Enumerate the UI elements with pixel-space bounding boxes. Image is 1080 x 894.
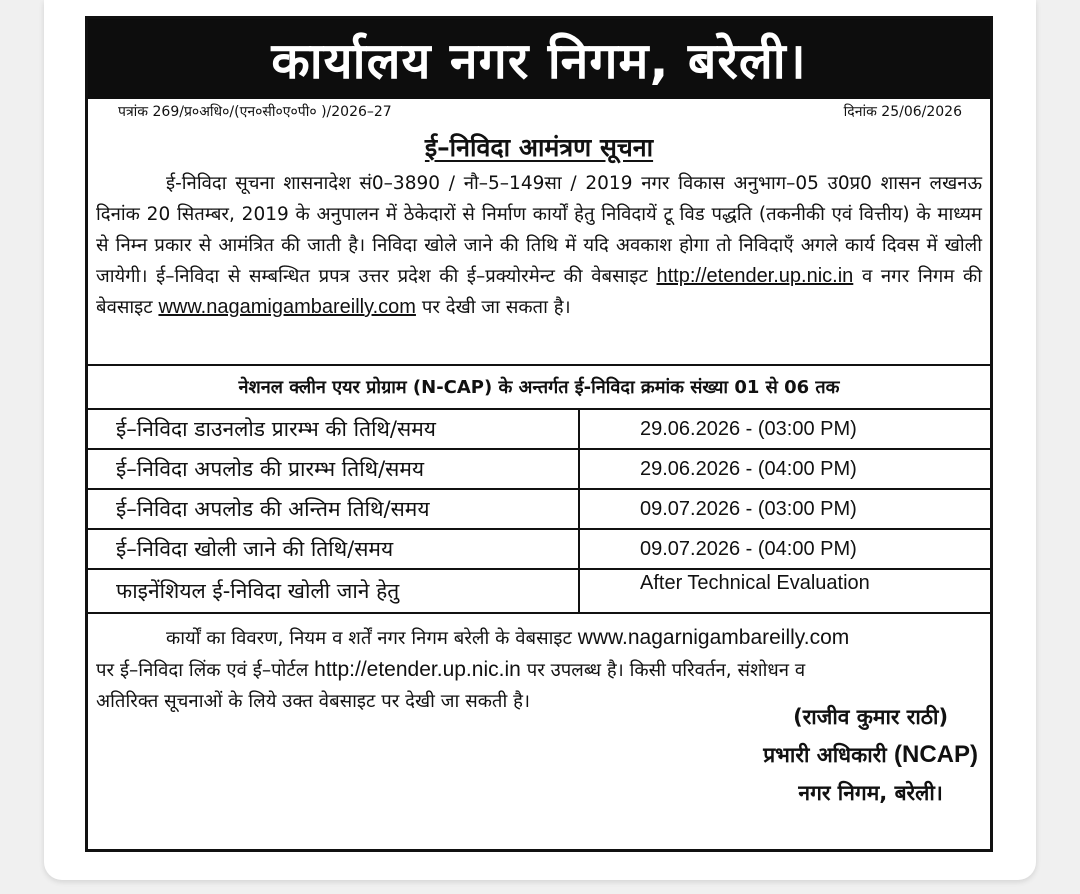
schedule-table bbox=[88, 364, 990, 614]
row-value: 09.07.2026 - (03:00 PM) bbox=[640, 497, 857, 520]
signature-block bbox=[763, 698, 978, 812]
row-label: ई–निविदा अपलोड की अन्तिम तिथि/समय bbox=[88, 490, 580, 528]
website-link[interactable]: www.nagarnigambareilly.com bbox=[577, 626, 850, 649]
notice-date: दिनांक 25/06/2026 bbox=[843, 104, 962, 120]
schedule-table-heading bbox=[88, 366, 990, 410]
footer-line-1 bbox=[96, 622, 982, 654]
etender-link[interactable]: http://etender.up.nic.in bbox=[656, 265, 854, 287]
table-row bbox=[88, 490, 990, 530]
row-value: 29.06.2026 - (04:00 PM) bbox=[640, 457, 857, 480]
footer-line-2 bbox=[96, 654, 982, 686]
row-value: 29.06.2026 - (03:00 PM) bbox=[640, 417, 857, 440]
table-row bbox=[88, 530, 990, 570]
office-title-banner bbox=[88, 19, 990, 99]
footer-text: पर उपलब्ध है। किसी परिवर्तन, संशोधन व bbox=[526, 660, 806, 681]
footer-text: अतिरिक्त सूचनाओं के लिये उक्त वेबसाइट पर देखी जा सकती है। bbox=[96, 691, 530, 712]
notice-heading bbox=[88, 130, 990, 164]
reference-number: पत्रांक 269/प्र०अधि०/(एन०सी०ए०पी० )/2026–27 bbox=[118, 104, 392, 120]
notice-paragraph bbox=[88, 164, 990, 364]
table-row bbox=[88, 570, 990, 614]
footer-text: पर ई–निविदा लिंक एवं ई–पोर्टल bbox=[96, 660, 309, 681]
designation-hindi: प्रभारी अधिकारी bbox=[763, 743, 887, 767]
nagar-nigam-link[interactable]: www.nagamigambareilly.com bbox=[158, 296, 416, 318]
designation-english: (NCAP) bbox=[894, 741, 978, 768]
signatory-designation bbox=[763, 736, 978, 774]
table-row bbox=[88, 450, 990, 490]
para-text: ई-निविदा सूचना शासनादेश सं0–3890 / नौ–5–149सा / 2019 नगर विकास अनुभाग–05 उ0प्र0 शासन लखनऊ दिनांक 20 सितम्बर, 2019 के अनुपालन में ठेकेदारों से निर्माण कार्यों हेतु निविदायें टू विड पद्धति (तकनीकी एवं वित्तीय) के माध्यम से निम्न प्रकार से आमंत्रित की जाती है। निविदा खोले जाने की तिथि में यदि अवकाश होगा तो निविदाएँ अगले कार्य दिवस में खोली जायेगी। ई–निविदा से सम्बन्धित प्रपत्र उत्तर प्रदेश की ई–प्रक्योरमेन्ट की वेबसाइट bbox=[96, 173, 982, 287]
footer-section bbox=[88, 614, 990, 805]
notice-heading-text: ई–निविदा आमंत्रण सूचना bbox=[424, 133, 654, 162]
row-value: 09.07.2026 - (04:00 PM) bbox=[640, 537, 857, 560]
etender-portal-link[interactable]: http://etender.up.nic.in bbox=[314, 658, 521, 681]
footer-text: कार्यों का विवरण, नियम व शर्तें नगर निगम बरेली के वेबसाइट bbox=[166, 628, 572, 649]
signatory-name: (राजीव कुमार राठी) bbox=[793, 705, 949, 729]
para-end-text: पर देखी जा सकता है। bbox=[421, 297, 571, 318]
schedule-heading-text: नेशनल क्लीन एयर प्रोग्राम (N-CAP) के अन्तर्गत ई-निविदा क्रमांक संख्या 01 से 06 तक bbox=[238, 377, 840, 398]
row-label: ई–निविदा अपलोड की प्रारम्भ तिथि/समय bbox=[88, 450, 580, 488]
office-title: कार्यालय नगर निगम, बरेली। bbox=[271, 32, 807, 90]
row-value: After Technical Evaluation bbox=[640, 572, 870, 594]
row-label: फाइनेंशियल ई-निविदा खोली जाने हेतु bbox=[88, 570, 580, 612]
row-label: ई–निविदा डाउनलोड प्रारम्भ की तिथि/समय bbox=[88, 410, 580, 448]
signatory-office: नगर निगम, बरेली। bbox=[798, 781, 943, 805]
table-row bbox=[88, 410, 990, 450]
row-label: ई–निविदा खोली जाने की तिथि/समय bbox=[88, 530, 580, 568]
tender-notice bbox=[85, 16, 993, 852]
para-mid-text: व नगर निगम की बेवसाइट bbox=[96, 266, 983, 318]
reference-line bbox=[88, 99, 990, 124]
